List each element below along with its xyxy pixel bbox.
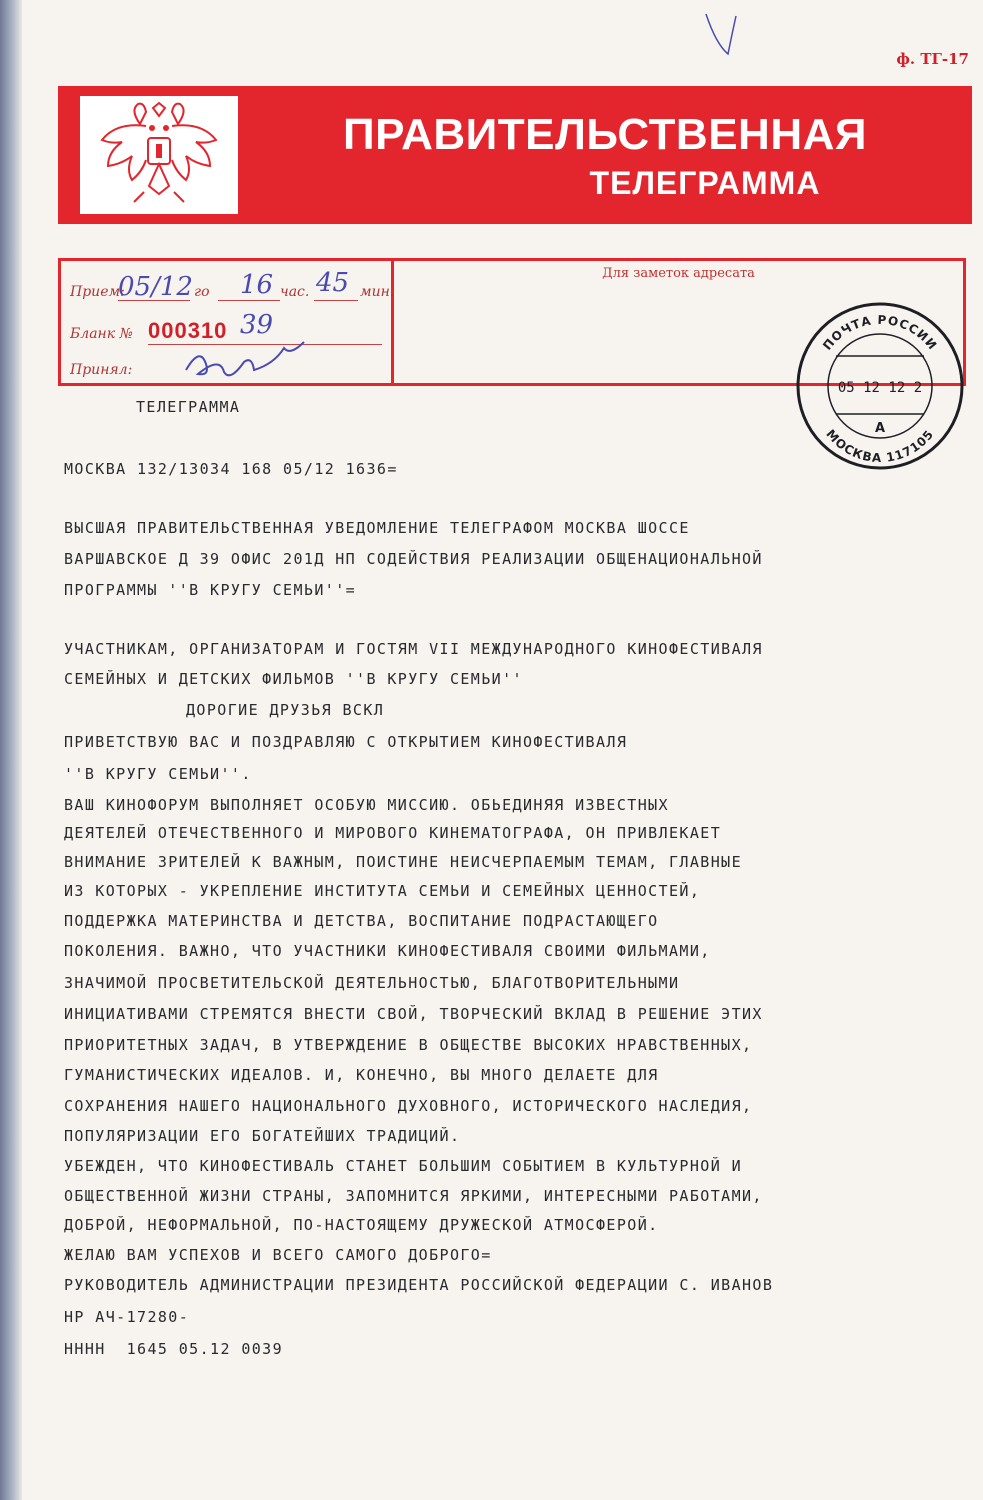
received-date: 05/12 <box>118 272 193 302</box>
telegram-line: ВНИМАНИЕ ЗРИТЕЛЕЙ К ВАЖНЫМ, ПОИСТИНЕ НЕИСЧЕРПАЕМЫМ ТЕМАМ, ГЛАВНЫЕ <box>64 853 742 871</box>
post-stamp <box>790 296 970 476</box>
telegram-line: ЖЕЛАЮ ВАМ УСПЕХОВ И ВСЕГО САМОГО ДОБРОГО= <box>64 1246 492 1264</box>
telegram-line: СЕМЕЙНЫХ И ДЕТСКИХ ФИЛЬМОВ ''В КРУГУ СЕМЬИ'' <box>64 670 523 688</box>
telegram-line: ОБЩЕСТВЕННОЙ ЖИЗНИ СТРАНЫ, ЗАПОМНИТСЯ ЯРКИМИ, ИНТЕРЕСНЫМИ РАБОТАМИ, <box>64 1187 763 1205</box>
page-binding-edge <box>0 0 22 1500</box>
telegram-line: РУКОВОДИТЕЛЬ АДМИНИСТРАЦИИ ПРЕЗИДЕНТА РОССИЙСКОЙ ФЕДЕРАЦИИ С. ИВАНОВ <box>64 1276 774 1294</box>
coat-of-arms-icon <box>80 96 238 214</box>
telegram-line: ДЕЯТЕЛЕЙ ОТЕЧЕСТВЕННОГО И МИРОВОГО КИНЕМАТОГРАФА, ОН ПРИВЛЕКАЕТ <box>64 824 722 842</box>
minute-label: мин. <box>360 284 395 300</box>
telegram-line: СОХРАНЕНИЯ НАШЕГО НАЦИОНАЛЬНОГО ДУХОВНОГО, ИСТОРИЧЕСКОГО НАСЛЕДИЯ, <box>64 1097 753 1115</box>
handwritten-check-mark <box>700 10 740 60</box>
blank-number: 000310 <box>148 318 228 343</box>
telegram-line: ТЕЛЕГРАММА <box>136 398 241 416</box>
stamp-date: 05 12 12 2 <box>837 380 923 396</box>
telegram-line: ПРИОРИТЕТНЫХ ЗАДАЧ, В УТВЕРЖДЕНИЕ В ОБЩЕСТВЕ ВЫСОКИХ НРАВСТВЕННЫХ, <box>64 1036 753 1054</box>
telegram-line: ВАРШАВСКОЕ Д 39 ОФИС 201Д НП СОДЕЙСТВИЯ РЕАЛИЗАЦИИ ОБЩЕНАЦИОНАЛЬНОЙ <box>64 550 763 568</box>
minute-line <box>314 300 358 301</box>
svg-text:ПОЧТА РОССИИ <box>820 313 940 353</box>
document-subtitle: ТЕЛЕГРАММА <box>589 165 821 201</box>
telegram-line: ПОПУЛЯРИЗАЦИИ ЕГО БОГАТЕЙШИХ ТРАДИЦИЙ. <box>64 1127 461 1145</box>
stamp-top-text: ПОЧТА РОССИИ <box>820 312 940 353</box>
blank-label: Бланк № <box>70 326 133 342</box>
telegram-line: ИНИЦИАТИВАМИ СТРЕМЯТСЯ ВНЕСТИ СВОЙ, ТВОРЧЕСКИЙ ВКЛАД В РЕШЕНИЕ ЭТИХ <box>64 1005 763 1023</box>
telegram-line: УБЕЖДЕН, ЧТО КИНОФЕСТИВАЛЬ СТАНЕТ БОЛЬШИМ СОБЫТИЕМ В КУЛЬТУРНОЙ И <box>64 1157 742 1175</box>
hour-line <box>218 300 280 301</box>
telegram-line: ''В КРУГУ СЕМЬИ''. <box>64 765 252 783</box>
hour-label: час. <box>280 284 310 300</box>
received-label: Прием: <box>70 284 125 300</box>
telegram-line: ГУМАНИСТИЧЕСКИХ ИДЕАЛОВ. И, КОНЕЧНО, ВЫ МНОГО ДЕЛАЕТЕ ДЛЯ <box>64 1066 659 1084</box>
telegram-line: ПОДДЕРЖКА МАТЕРИНСТВА И ДЕТСТВА, ВОСПИТАНИЕ ПОДРАСТАЮЩЕГО <box>64 912 659 930</box>
telegram-line: ИЗ КОТОРЫХ - УКРЕПЛЕНИЕ ИНСТИТУТА СЕМЬИ И СЕМЕЙНЫХ ЦЕННОСТЕЙ, <box>64 882 701 900</box>
stamp-letter: А <box>874 421 886 436</box>
accepted-label: Принял: <box>70 362 133 378</box>
blank-handwritten-number: 39 <box>240 310 274 340</box>
telegram-line: ПРОГРАММЫ ''В КРУГУ СЕМЬИ''= <box>64 581 357 599</box>
telegram-line: ПРИВЕТСТВУЮ ВАС И ПОЗДРАВЛЯЮ С ОТКРЫТИЕМ КИНОФЕСТИВАЛЯ <box>64 733 628 751</box>
telegram-line: ЗНАЧИМОЙ ПРОСВЕТИТЕЛЬСКОЙ ДЕЯТЕЛЬНОСТЬЮ, БЛАГОТВОРИТЕЛЬНЫМИ <box>64 974 680 992</box>
telegram-line: ПОКОЛЕНИЯ. ВАЖНО, ЧТО УЧАСТНИКИ КИНОФЕСТИВАЛЯ СВОИМИ ФИЛЬМАМИ, <box>64 942 711 960</box>
notes-label: Для заметок адресата <box>602 266 755 281</box>
telegram-line: ВАШ КИНОФОРУМ ВЫПОЛНЯЕТ ОСОБУЮ МИССИЮ. ОБЬЕДИНЯЯ ИЗВЕСТНЫХ <box>64 796 669 814</box>
received-hour: 16 <box>240 270 274 300</box>
stamp-bottom-text: МОСКВА 117105 <box>823 426 937 466</box>
received-minute: 45 <box>316 268 350 298</box>
document-title: ПРАВИТЕЛЬСТВЕННАЯ <box>342 110 868 159</box>
telegram-line: МОСКВА 132/13034 168 05/12 1636= <box>64 460 398 478</box>
year-abbr-label: го <box>194 284 210 300</box>
telegram-line: ДОРОГИЕ ДРУЗЬЯ ВСКЛ <box>186 701 385 719</box>
form-code: ф. ТГ-17 <box>896 50 969 68</box>
telegram-line: НР АЧ-17280- <box>64 1308 190 1326</box>
telegram-line: ДОБРОЙ, НЕФОРМАЛЬНОЙ, ПО-НАСТОЯЩЕМУ ДРУЖЕСКОЙ АТМОСФЕРОЙ. <box>64 1216 659 1234</box>
accepted-signature <box>176 334 326 386</box>
telegram-line: УЧАСТНИКАМ, ОРГАНИЗАТОРАМ И ГОСТЯМ VII МЕЖДУНАРОДНОГО КИНОФЕСТИВАЛЯ <box>64 640 763 658</box>
telegram-line: ВЫСШАЯ ПРАВИТЕЛЬСТВЕННАЯ УВЕДОМЛЕНИЕ ТЕЛЕГРАФОМ МОСКВА ШОССЕ <box>64 519 690 537</box>
telegram-line: НННН 1645 05.12 0039 <box>64 1340 284 1358</box>
